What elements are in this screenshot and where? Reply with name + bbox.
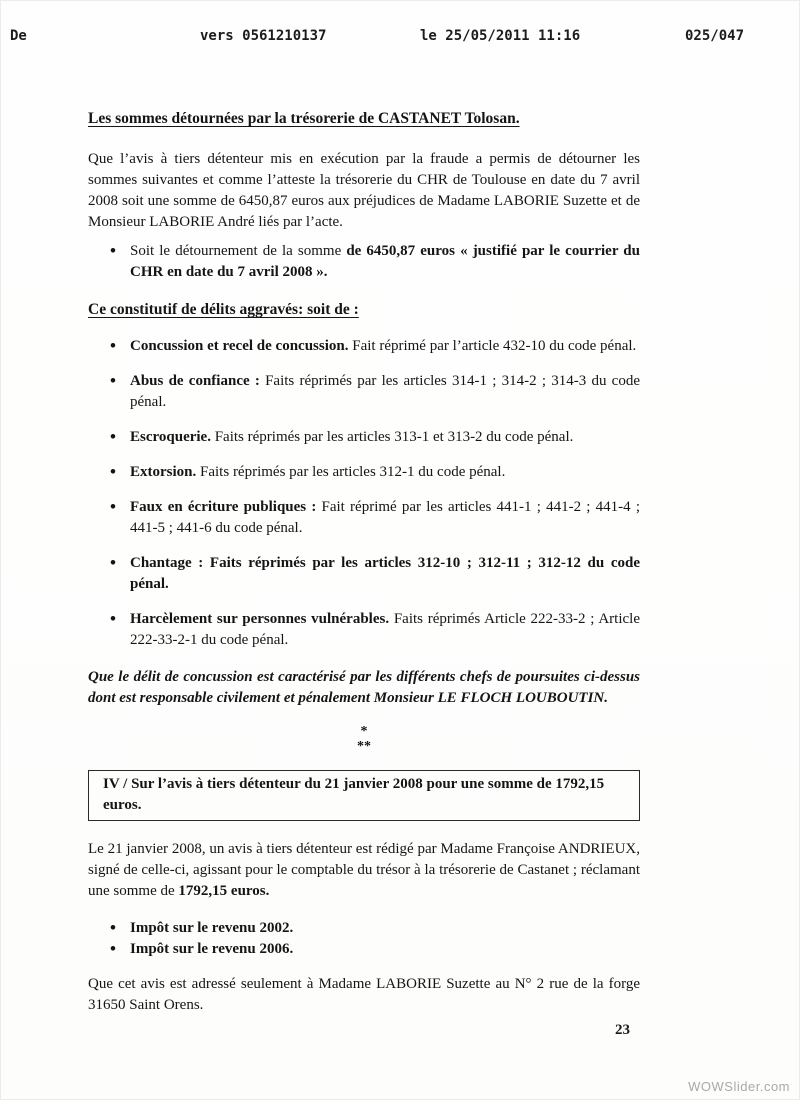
- list-item: [110, 553, 640, 595]
- paragraph-amount-bold: 1792,15 euros.: [178, 883, 270, 899]
- list-item: [110, 241, 640, 283]
- delit-detail: Faits réprimés par les articles 314-1 ; 314-2 ; 314-3 du code pénal.: [130, 373, 640, 410]
- bullet-text-bold: de 6450,87 euros « justifié par le courrier du CHR en date du 7 avril 2008 ».: [130, 243, 640, 280]
- delit-title: Concussion et recel de concussion.: [130, 338, 349, 354]
- delit-title: Chantage : Faits réprimés par les articles 312-10 ; 312-11 ; 312-12 du code pénal.: [130, 555, 640, 592]
- bullet-text-normal: Soit le détournement de la somme: [130, 243, 347, 259]
- fax-datetime: le 25/05/2011 11:16: [420, 28, 581, 44]
- section-heading-delits-aggraves: Ce constitutif de délits aggravés: soit de :: [88, 301, 359, 318]
- document-body: [88, 108, 640, 1024]
- delit-detail: Faits réprimés par les articles 312-1 du code pénal.: [196, 464, 506, 480]
- section-heading-avis-tiers-detenteur: IV / Sur l’avis à tiers détenteur du 21 janvier 2008 pour une somme de 1792,15 euros.: [88, 770, 640, 821]
- fax-destination-number: vers 0561210137: [200, 28, 327, 44]
- conclusion-paragraph: Que le délit de concussion est caractérisé par les différents chefs de poursuites ci-dessus dont est responsable civilement et pénalement Monsieur LE FLOCH LOUBOUTIN.: [88, 669, 640, 706]
- paragraph-avis-redige: [88, 839, 640, 902]
- delit-title: Abus de confiance :: [130, 373, 260, 389]
- delit-detail: Fait réprimé par les articles 441-1 ; 441-2 ; 441-4 ; 441-5 ; 441-6 du code pénal.: [130, 499, 640, 536]
- paragraph-detournement: Que l’avis à tiers détenteur mis en exécution par la fraude a permis de détourner les sommes suivantes et comme l’atteste la trésorerie du CHR de Toulouse en date du 7 avril 2008 soit une somme de 6450,87 euros aux préjudices de Madame LABORIE Suzette et de Monsieur LABORIE André liés par l’acte.: [88, 151, 640, 230]
- delit-title: Harcèlement sur personnes vulnérables.: [130, 611, 390, 627]
- page-number: 23: [615, 1022, 630, 1038]
- bullet-list-detournement: [88, 241, 640, 283]
- watermark-wowslider: WOWSlider.com: [688, 1079, 790, 1094]
- delit-detail: Faits réprimés par les articles 313-1 et 313-2 du code pénal.: [210, 429, 574, 445]
- list-item: • Impôt sur le revenu 2002.: [110, 918, 640, 939]
- bullet-list-delits: [88, 336, 640, 651]
- fax-from-label: De: [10, 28, 27, 44]
- delit-title: Escroquerie.: [130, 429, 211, 445]
- bullet-list-impots: [88, 918, 640, 960]
- fax-page-counter: 025/047: [685, 28, 745, 44]
- list-item: [110, 427, 640, 448]
- delit-title: Extorsion.: [130, 464, 197, 480]
- list-item: [110, 371, 640, 413]
- delit-detail: Faits réprimés Article 222-33-2 ; Article 222-33-2-1 du code pénal.: [130, 611, 640, 648]
- star-line-2: **: [357, 739, 371, 754]
- paragraph-text-normal: Le 21 janvier 2008, un avis à tiers détenteur est rédigé par Madame Françoise ANDRIEUX, signé de celle-ci, agissant pour le comptable du trésor à la trésorerie de Castanet ; réclamant une somme de: [88, 841, 640, 899]
- list-item: [110, 336, 640, 357]
- list-item: • Impôt sur le revenu 2006.: [110, 939, 640, 960]
- delit-title: Faux en écriture publiques :: [130, 499, 317, 515]
- paragraph-adresse: Que cet avis est adressé seulement à Madame LABORIE Suzette au N° 2 rue de la forge 31650 Saint Orens.: [88, 976, 640, 1013]
- section-heading-sommes-detournees: Les sommes détournées par la trésorerie de CASTANET Tolosan.: [88, 110, 520, 127]
- fax-transmission-header: [0, 28, 800, 50]
- list-item: [110, 609, 640, 651]
- star-line-1: *: [360, 724, 368, 739]
- list-item: [110, 462, 640, 483]
- delit-detail: Fait réprimé par l’article 432-10 du code pénal.: [348, 338, 637, 354]
- list-item: [110, 497, 640, 539]
- star-separator: [88, 724, 640, 754]
